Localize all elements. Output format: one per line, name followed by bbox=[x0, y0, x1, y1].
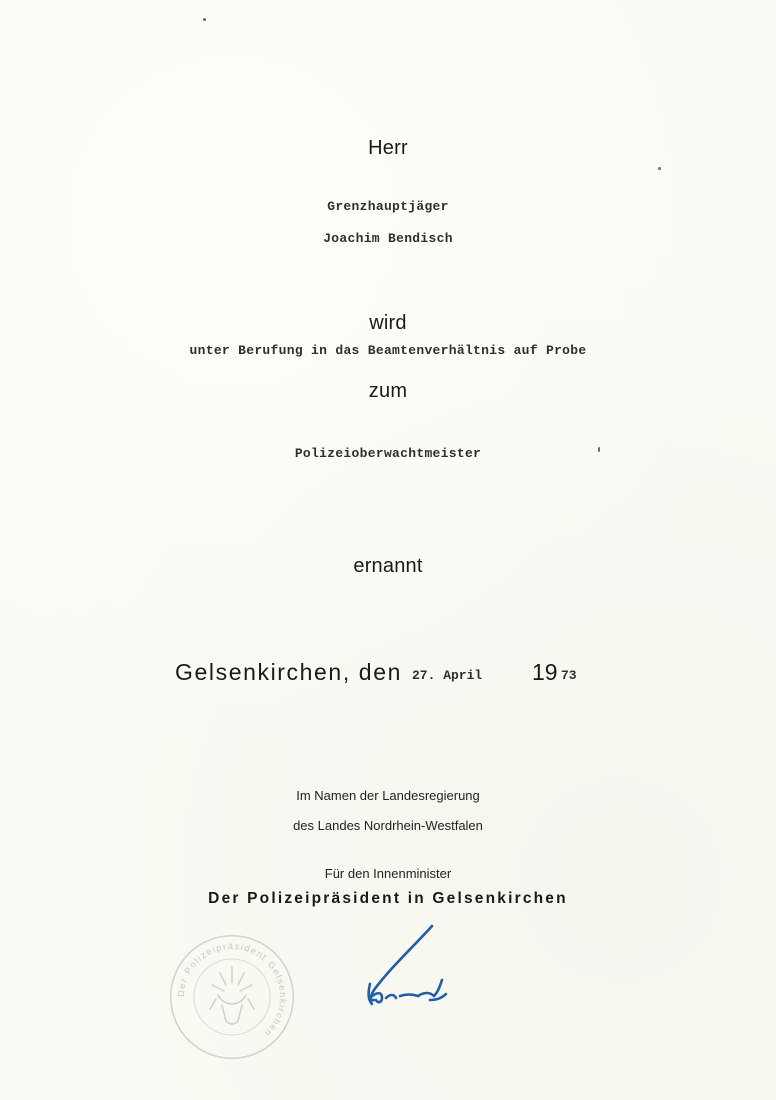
authority-line-2: des Landes Nordrhein-Westfalen bbox=[293, 818, 483, 833]
new-rank: Polizeioberwachtmeister bbox=[294, 446, 482, 461]
date-place: Gelsenkirchen, den bbox=[175, 659, 402, 685]
dateline bbox=[0, 659, 776, 695]
preposition-zum: zum bbox=[368, 380, 408, 402]
date-year-suffix: 73 bbox=[561, 668, 577, 683]
authority-title: Der Polizeipräsident in Gelsenkirchen bbox=[208, 890, 568, 907]
authority-line-3: Für den Innenminister bbox=[324, 866, 452, 881]
appointment-clause: unter Berufung in das Beamtenverhältnis auf Probe bbox=[189, 343, 587, 358]
embossed-seal bbox=[168, 933, 296, 1061]
verb-wird: wird bbox=[369, 312, 407, 334]
signature bbox=[360, 920, 460, 1010]
appointed-word: ernannt bbox=[353, 555, 423, 577]
date-century: 19 bbox=[532, 659, 558, 685]
recipient-name: Joachim Bendisch bbox=[323, 231, 453, 246]
seal-lettering: Der Polizeipräsident Gelsenkirchen bbox=[175, 940, 289, 1040]
official-rank: Grenzhauptjäger bbox=[327, 199, 449, 214]
authority-line-1: Im Namen der Landesregierung bbox=[296, 788, 480, 803]
paper-speck bbox=[658, 167, 661, 170]
date-day-month: 27. April bbox=[412, 668, 483, 683]
paper-speck bbox=[203, 18, 206, 21]
salutation: Herr bbox=[368, 137, 408, 159]
